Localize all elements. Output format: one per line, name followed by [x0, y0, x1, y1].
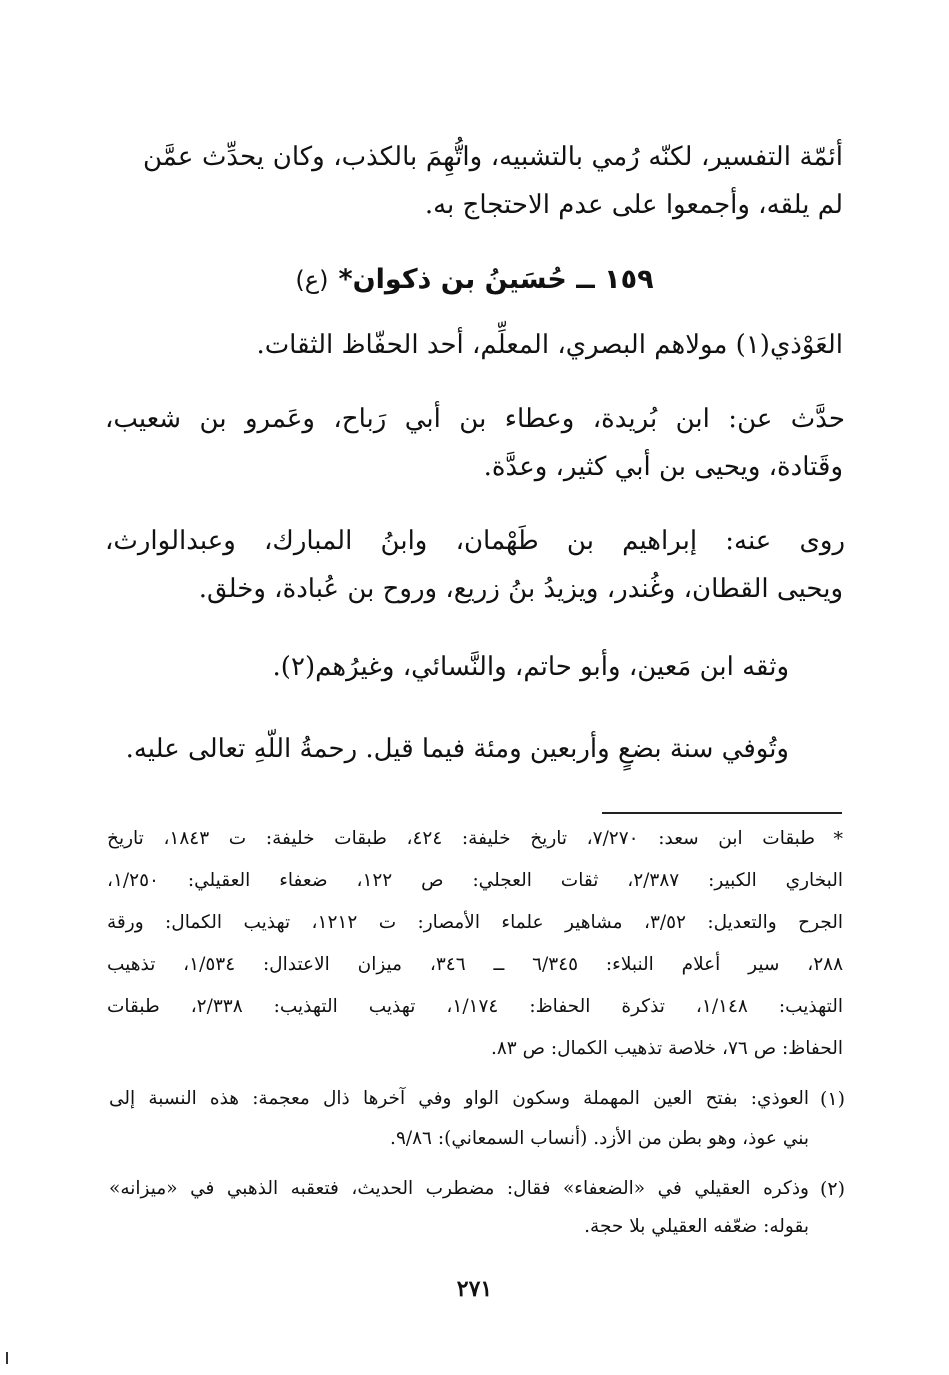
entry-description: العَوْذي(١) مولاهم البصري، المعلِّم، أحد الحفّاظ الثقات.: [256, 330, 843, 360]
intro-line-2: لم يلقه، وأجمعوا على عدم الاحتجاج به.: [424, 190, 843, 220]
footnote-star-line: الحفاظ: ص ٧٦، خلاصة تذهيب الكمال: ص ٨٣.: [490, 1038, 843, 1059]
footnote-star-line: ٢٨٨، سير أعلام النبلاء: ٦/٣٤٥ ــ ٣٤٦، ميزان الاعتدال: ١/٥٣٤، تذهيب: [107, 954, 844, 975]
footnote-star-line: التهذيب: ١/١٤٨، تذكرة الحفاظ: ١/١٧٤، تهذيب التهذيب: ٢/٣٣٨، طبقات: [107, 996, 843, 1017]
footnote-1-line: العوذي: بفتح العين المهملة وسكون الواو وفي آخرها ذال معجمة: هذه النسبة إلى: [109, 1088, 809, 1109]
footnote-2-line: بقوله: ضعّفه العقيلي بلا حجة.: [584, 1216, 809, 1237]
entry-title: ١٥٩ ــ حُسَينُ بن ذكوان*: [338, 264, 654, 295]
footnote-star-line: طبقات ابن سعد: ٧/٢٧٠، تاريخ خليفة: ٤٢٤، طبقات خليفة: ت ١٨٤٣، تاريخ: [107, 828, 815, 849]
footnote-separator: [602, 812, 842, 814]
scan-edge-mark: [6, 1352, 8, 1364]
footnote-star-marker: *: [833, 828, 843, 850]
footnote-star-line: البخاري الكبير: ٢/٣٨٧، ثقات العجلي: ص ١٢٢، ضعفاء العقيلي: ١/٢٥٠،: [107, 870, 843, 891]
narrators-line-1: روى عنه: إبراهيم بن طَهْمان، وابنُ المبارك، وعبدالوارث،: [105, 526, 845, 556]
narrated-from-line-2: وقَتادة، ويحيى بن أبي كثير، وعدَّة.: [483, 452, 843, 482]
narrated-from-line-1: حدَّث عن: ابن بُريدة، وعطاء بن أبي رَباح، وعَمرو بن شعيب،: [105, 404, 845, 434]
intro-line-1: أئمّة التفسير، لكنّه رُمي بالتشبيه، واتُّهِمَ بالكذب، وكان يحدِّث عمَّن: [143, 142, 843, 172]
footnote-1-marker: (١): [819, 1088, 845, 1110]
death-statement: وتُوفي سنة بضعٍ وأربعين ومئة فيما قيل. رحمةُ اللّهِ تعالى عليه.: [125, 734, 789, 764]
entry-heading: [0, 262, 949, 298]
trust-statement: وثقه ابن مَعين، وأبو حاتم، والنَّسائي، وغيرُهم(٢).: [272, 652, 789, 682]
entry-code: (ع): [295, 266, 329, 294]
footnote-1-line: بني عوذ، وهو بطن من الأزد. (أنساب السمعاني): ٩/٨٦.: [390, 1128, 809, 1149]
footnote-2-line: وذكره العقيلي في «الضعفاء» فقال: مضطرب الحديث، فتعقبه الذهبي في «ميزانه»: [109, 1178, 809, 1199]
footnote-star-line: الجرح والتعديل: ٣/٥٢، مشاهير علماء الأمصار: ت ١٢١٢، تهذيب الكمال: ورقة: [107, 912, 844, 933]
page-number: ٢٧١: [456, 1276, 493, 1302]
footnote-2-marker: (٢): [819, 1178, 845, 1200]
narrators-line-2: ويحيى القطان، وغُندر، ويزيدُ بنُ زريع، وروح بن عُبادة، وخلق.: [198, 574, 843, 604]
